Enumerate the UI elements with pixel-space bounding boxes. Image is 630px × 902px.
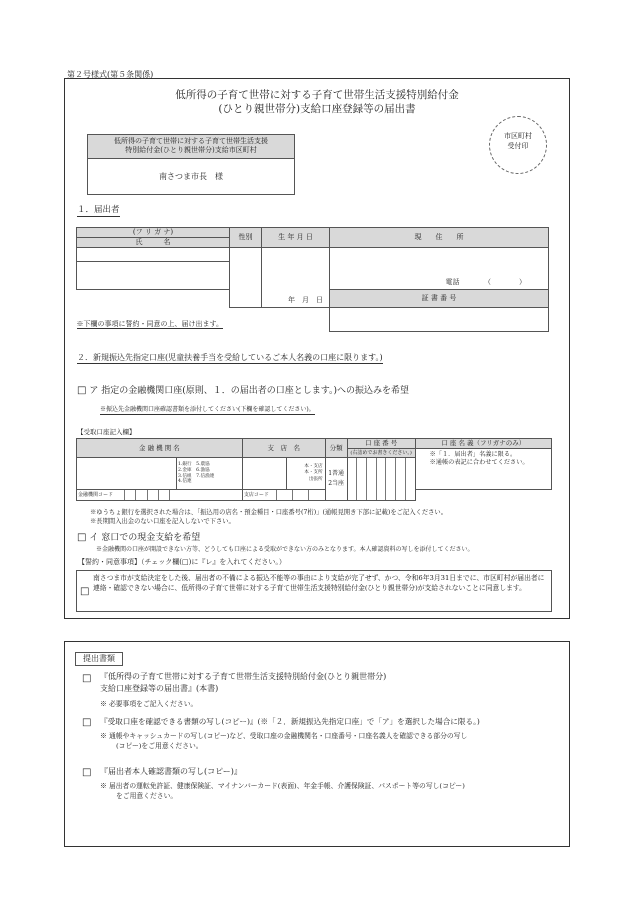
option-a-note: ※振込先金融機関口座確認書類を添付してください(下欄を確認してください)。 [100,406,315,413]
furigana-field[interactable] [77,247,230,261]
doc2-checkbox-icon[interactable]: □ [82,717,92,728]
branch-code-field[interactable] [242,490,325,501]
note-longterm: ※長期間入出金のない口座を記入しないで下さい。 [90,518,235,526]
addressee-box [87,134,295,195]
account-heading: 【受取口座記入欄】 [77,428,136,436]
branch-code-label: 支店コード [243,491,269,498]
stamp-line-2: 受付印 [507,141,529,150]
holder-note-1: ※「１．届出者」名義に限る。 [429,451,517,458]
section2-heading: ２．新規振込先指定口座(児童扶養手当を受給しているご本人名義の口座に限ります。) [77,353,383,362]
name-label: 氏 名 [77,237,230,247]
doc1-line-1: 『低所得の子育て世帯に対する子育て世帯生活支援特別給付金(ひとり親世帯分) [100,672,387,681]
doc1-note: ※ 必要事項をご記入ください。 [100,700,198,708]
page-title [64,88,570,116]
furigana-label: (フ リ ガ ナ) [77,228,230,238]
section1-heading: １．届出者 [77,205,120,215]
doc2-note-line-1: ※ 通帳やキャッシュカードの写し(コピー)など、受取口座の金融機関名・口座番号・口座名義人を確認できる部分の写し [100,732,468,740]
doc3-text: 『届出者本人確認書類の写し(コピー)』 [100,767,242,776]
stamp-line-1: 市区町村 [504,132,532,140]
consent-checkbox-icon[interactable]: □ [80,586,90,597]
doc3 [82,765,91,780]
bank-types: 1.銀行 5.農協 2.金庫 6.漁協 3.信組 7.信漁連 4.信連 [177,458,243,490]
account-table [76,438,552,501]
holder-note-2: ※通帳の表記に合わせてください。 [429,459,529,467]
addressee-name: 南さつま市長 様 [159,172,223,182]
branch-name-field[interactable] [242,458,286,490]
bank-name-label: 金 融 機 関 名 [77,439,243,458]
option-a-checkbox-icon[interactable]: □ [77,385,87,396]
doc1-line-2: 支給口座登録等の届出書』(本書) [100,684,219,693]
branch-types: 本・支店 本・支所 出張所 [286,458,325,490]
consent-box [76,570,552,612]
blank-cell [77,289,230,307]
form-number: 第２号様式(第５条関係) [67,70,154,79]
consent-text: 南さつま市が支給決定をした後、届出者の不備による振込不能等の事由により支給が完了せず、かつ、令和6年3月31日までに、市区町村が届出者に連絡・確認できない場合に、低所得の子育て世帯に対する子育て世帯生活支援特別給付金(ひとり親世帯分)が支給されないことに同意します。 [93,574,545,593]
birthdate-ymd: 年 月 日 [288,296,323,304]
address-field[interactable] [330,247,549,289]
applicant-note: ※下欄の事項に誓約・同意の上、届け出ます。 [76,319,223,328]
option-b-checkbox-icon[interactable]: □ [77,532,87,543]
doc2 [82,715,91,730]
phone-label: 電話 （ ） [445,278,526,286]
account-number-label: 口 座 番 号 [347,439,415,449]
addressee-header-line-1: 低所得の子育て世帯に対する子育て世帯生活支援 [114,137,268,145]
account-number-note: (右詰めでお書きください。) [347,449,415,458]
doc1-text [100,671,386,695]
category-label: 分類 [325,439,347,458]
option-a [77,385,409,398]
addressee-header [88,135,294,159]
address-label: 現 住 所 [330,228,549,248]
consent-label: 【誓約・同意事項】（チェック欄(□)に『レ』を入れてください。） [78,558,286,566]
doc1 [82,671,91,686]
account-number-field[interactable] [347,458,415,501]
doc3-note [100,781,465,801]
note-yucho: ※ゆうちょ銀行を選択された場合は、「振込用の店名・預金種目・口座番号(7桁)」(通帳見開き下部に記載)をご記入ください。 [90,509,448,516]
option-b-note: ※金融機関の口座が開設できない方等、どうしても口座による受取ができない方のみとなります。本人確認資料の写しを添付してください。 [96,546,474,553]
bank-code-label: 金融機関コード [78,491,114,498]
holder-name-field[interactable] [415,449,551,490]
gender-field[interactable] [230,247,262,307]
category-field[interactable]: 1普通 2当座 [325,458,347,501]
holder-name-label: 口 座 名 義（フリガナのみ） [415,439,551,449]
reception-stamp [489,116,547,174]
birthdate-label: 生 年 月 日 [262,228,330,248]
birthdate-field[interactable] [262,247,330,307]
title-line-2: (ひとり親世帯分)支給口座登録等の届出書 [218,103,416,116]
option-b [77,532,200,545]
name-field[interactable] [77,261,230,289]
title-line-1: 低所得の子育て世帯に対する子育て世帯生活支援特別給付金 [175,89,459,101]
branch-name-label: 支 店 名 [242,439,325,458]
doc2-text: 『受取口座を確認できる書類の写し(コピー)』(※「２．新規振込先指定口座」で「ア」を選択した場合に限る。) [100,717,480,726]
option-b-label: イ 窓口での現金支給を希望 [89,533,201,543]
cert-number-field[interactable] [330,307,549,331]
doc2-note [100,731,467,751]
applicant-table [76,227,549,332]
option-a-label: ア 指定の金融機関口座(原則、１．の届出者の口座とします。)への振込みを希望 [89,386,409,396]
doc2-note-line-2: (コピー)をご用意ください。 [116,742,203,751]
doc3-note-line-1: ※ 届出者の運転免許証、健康保険証、マイナンバーカード(表面)、年金手帳、介護保険証、パスポート等の写し(コピー) [100,782,465,790]
doc3-note-line-2: をご用意ください。 [116,792,178,801]
account-notes [90,508,447,527]
bank-name-field[interactable] [77,458,177,490]
doc1-checkbox-icon[interactable]: □ [82,673,92,684]
gender-label: 性別 [230,228,262,248]
cert-number-label: 証 書 番 号 [330,289,549,307]
documents-label: 提出書類 [75,652,123,666]
addressee-header-line-2: 特別給付金(ひとり親世帯分)支給市区町村 [125,146,257,155]
bank-code-field[interactable] [77,490,243,501]
doc3-checkbox-icon[interactable]: □ [82,767,92,778]
